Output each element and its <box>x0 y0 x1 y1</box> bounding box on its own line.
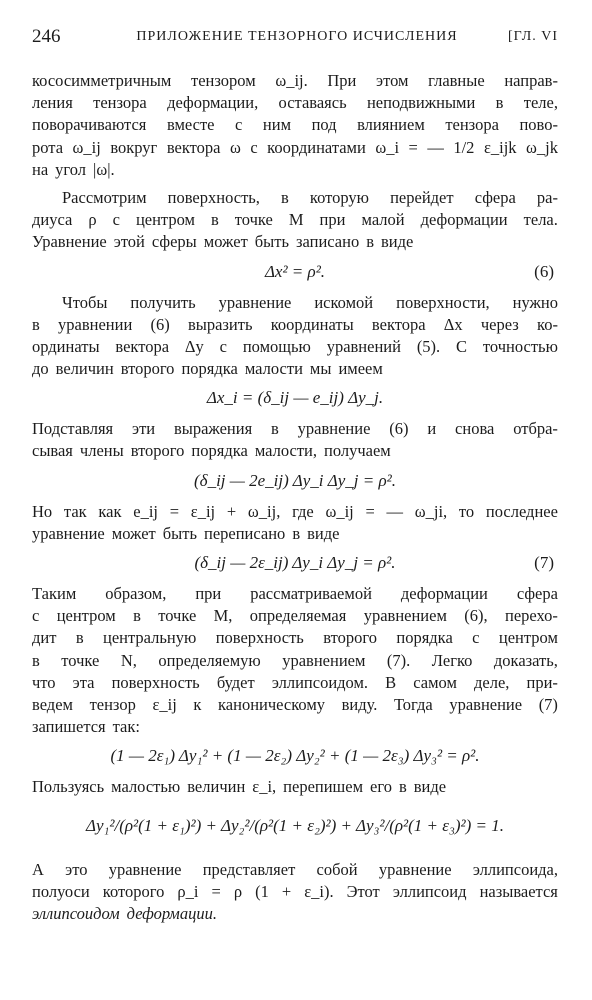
word: при <box>195 584 222 603</box>
text-line <box>32 336 558 358</box>
word: быть <box>254 232 289 252</box>
word: будет <box>216 672 255 692</box>
text-line <box>32 501 558 523</box>
word: Тогда <box>393 694 433 714</box>
word: ведем <box>32 694 73 714</box>
equation-number: (7) <box>534 553 554 572</box>
word: рота <box>32 137 64 157</box>
word: ω_jk <box>526 137 558 157</box>
word: уравнение <box>108 859 182 879</box>
page-body <box>32 70 558 925</box>
word: помощью <box>242 336 311 356</box>
text-line <box>32 650 558 672</box>
word: уравнение <box>449 694 523 714</box>
word: Этот <box>346 881 380 901</box>
word: вектора <box>166 137 221 157</box>
text-line <box>32 716 558 738</box>
word: малости, <box>254 441 318 461</box>
text-line <box>32 672 558 694</box>
equation-ellipsoid <box>32 801 558 853</box>
word: сферы <box>151 232 197 252</box>
word: ε_ij <box>190 501 216 521</box>
word: в <box>32 650 40 670</box>
word: которого <box>102 881 165 901</box>
word: ρ_i <box>177 881 199 901</box>
word: неподвижными <box>366 93 476 113</box>
word: сфера <box>516 584 558 603</box>
word: с <box>250 137 258 157</box>
formula: (1 — 2ε₁) Δy₁² + (1 — 2ε₂) Δy₂² + (1 — 2ε₃) Δy₃² = ρ². <box>110 746 480 766</box>
word: в <box>495 93 504 113</box>
word: ω_ij <box>325 501 354 521</box>
word: уравнений <box>326 336 401 356</box>
word: величин <box>187 777 246 797</box>
word: M, <box>213 606 233 626</box>
word: кососимметричным <box>32 71 172 90</box>
word: при <box>319 210 346 230</box>
word: Уравнение <box>32 232 107 252</box>
word: угол <box>55 159 87 179</box>
word: = <box>408 137 418 157</box>
word: тензором <box>191 71 256 90</box>
word: эллипсоид <box>392 881 467 901</box>
word: в <box>292 523 301 543</box>
word: в <box>398 777 407 797</box>
word: эти <box>131 419 156 439</box>
word: на <box>32 159 49 179</box>
word: Но <box>32 501 53 521</box>
word: виде <box>381 232 414 252</box>
word: ординаты <box>32 336 100 356</box>
word: уравнением <box>363 606 447 626</box>
word: деформации. <box>126 903 217 923</box>
text-line <box>32 70 558 92</box>
word: (6) <box>150 314 170 334</box>
word: ε_ijk <box>483 137 517 157</box>
word: ε_i, <box>252 777 277 797</box>
word: ω <box>229 137 241 157</box>
word: дит <box>32 628 57 648</box>
word: получить <box>130 292 196 312</box>
word: порядка <box>191 441 248 461</box>
word: — <box>386 501 404 521</box>
word: вектора <box>115 336 170 356</box>
word: к <box>193 694 202 714</box>
word: При <box>327 71 357 90</box>
word: где <box>292 501 314 521</box>
word: координатами <box>267 137 366 157</box>
word: уравнением <box>282 650 366 670</box>
word: виде <box>413 777 447 797</box>
word: с <box>32 606 40 626</box>
word: с <box>472 628 480 648</box>
text-line <box>32 159 558 181</box>
word: в <box>75 628 84 648</box>
word: его <box>370 777 392 797</box>
word: центральную <box>103 628 197 648</box>
word: эта <box>72 672 95 692</box>
word: так: <box>112 717 140 737</box>
word: переписано <box>203 523 286 543</box>
word: запишется <box>32 717 106 737</box>
text-line <box>32 694 558 716</box>
word: координаты <box>270 314 354 334</box>
word: Пользуясь <box>32 777 105 797</box>
word: через <box>480 314 519 334</box>
equation-canonical <box>32 741 558 771</box>
word: сывая <box>32 441 73 461</box>
word: в <box>133 606 141 626</box>
word: главные <box>428 71 485 90</box>
word: точке <box>234 210 273 230</box>
word: каноническому <box>218 694 326 714</box>
word: Таким <box>32 584 77 603</box>
word: (6), <box>464 606 488 626</box>
word: уравнение <box>32 523 105 543</box>
word: малостью <box>111 777 181 797</box>
word: N, <box>120 650 137 670</box>
word: вектора <box>371 314 426 334</box>
word: записано <box>296 232 360 252</box>
word: ε_ij <box>152 694 177 714</box>
word: Чтобы <box>62 292 108 312</box>
word: то <box>458 501 475 521</box>
word: уравнении <box>58 314 133 334</box>
word: в <box>281 187 289 207</box>
word: эллипсоидом <box>32 903 120 923</box>
word: ω_ij, <box>247 501 281 521</box>
word: перехо- <box>505 606 558 626</box>
word: диуса <box>32 210 73 230</box>
word: мы <box>309 359 332 379</box>
word: что <box>32 672 56 692</box>
word: поворачиваются <box>32 115 147 135</box>
word: А <box>32 859 44 879</box>
word: в <box>210 210 219 230</box>
word: малости <box>244 359 303 379</box>
word: в <box>32 314 40 334</box>
word: центром <box>56 606 116 626</box>
word: (7) <box>538 694 558 714</box>
equation-number: (6) <box>534 261 554 281</box>
text-line <box>32 358 558 380</box>
word: ним <box>262 115 292 135</box>
word: может <box>203 232 248 252</box>
text-line <box>32 523 558 545</box>
text-line <box>32 92 558 114</box>
text-line <box>32 187 558 209</box>
word: деформации <box>420 210 508 230</box>
word: перейдет <box>390 187 454 207</box>
word: в <box>366 232 375 252</box>
word: под <box>311 115 337 135</box>
word: полуоси <box>32 881 90 901</box>
word: при- <box>526 672 558 692</box>
word: оставаясь <box>278 93 347 113</box>
text-line <box>32 776 558 798</box>
word: второго <box>323 628 377 648</box>
word: которую <box>309 187 369 207</box>
word: малой <box>361 210 405 230</box>
word: отбра- <box>513 419 558 439</box>
word: определяемую <box>158 650 261 670</box>
equation-7 <box>32 548 558 578</box>
word: e_ij <box>133 501 158 521</box>
word: это <box>65 859 88 879</box>
word: точке <box>61 650 100 670</box>
word: Подставляя <box>32 419 114 439</box>
word: M <box>288 210 304 230</box>
word: ра- <box>536 187 558 207</box>
word: Δx <box>443 314 463 334</box>
word: снова <box>455 419 495 439</box>
word: как <box>98 501 122 521</box>
text-line <box>32 605 558 627</box>
word: центром <box>135 210 195 230</box>
word: искомой <box>314 292 374 312</box>
text-line <box>32 137 558 159</box>
word: ρ <box>233 881 243 901</box>
formula: Δy₁²/(ρ²(1 + ε₁)²) + Δy₂²/(ρ²(1 + ε₂)²) + Δy₃²/(ρ²(1 + ε₃)²) = 1. <box>85 815 505 835</box>
chapter-label: [ГЛ. VI <box>508 29 558 44</box>
page-header <box>32 26 558 50</box>
word: пово- <box>519 115 558 135</box>
running-title: ПРИЛОЖЕНИЕ ТЕНЗОРНОГО ИСЧИСЛЕНИЯ <box>136 29 458 44</box>
word: виде <box>307 523 340 543</box>
word: этой <box>113 232 145 252</box>
word: нужно <box>512 292 558 312</box>
word: В <box>385 672 397 692</box>
word: виду. <box>341 694 378 714</box>
word: тензора <box>445 115 499 135</box>
word: точностью <box>482 336 558 356</box>
word: ω_ij <box>72 137 101 157</box>
word: = <box>211 881 221 901</box>
word: второго <box>130 441 185 461</box>
word: + <box>281 881 292 901</box>
word: ω_i <box>375 137 400 157</box>
word: в <box>271 419 279 439</box>
word: теле, <box>523 93 558 113</box>
word: + <box>226 501 237 521</box>
word: |ω|. <box>93 159 115 179</box>
text-line <box>32 903 558 925</box>
word: с <box>112 210 120 230</box>
formula: (δ_ij — 2ε_ij) Δy_i Δy_j = ρ². <box>194 553 396 572</box>
word: порядка <box>396 628 453 648</box>
word: величин <box>55 359 114 379</box>
word: (6) <box>389 419 409 439</box>
word: выразить <box>187 314 253 334</box>
word: ко- <box>537 314 558 334</box>
equation-substituted <box>32 466 558 496</box>
word: порядка <box>181 359 238 379</box>
word: сфера <box>474 187 516 207</box>
word: поверхности, <box>396 292 490 312</box>
word: = <box>169 501 180 521</box>
word: эллипсоидом. <box>271 672 369 692</box>
word: влиянием <box>357 115 425 135</box>
word: и <box>427 419 437 439</box>
word: выражения <box>173 419 253 439</box>
word: точке <box>158 606 197 626</box>
formula: (δ_ij — 2e_ij) Δy_i Δy_j = ρ². <box>194 470 396 490</box>
word: деформации, <box>167 93 259 113</box>
word: так <box>63 501 87 521</box>
word: ρ <box>88 210 97 230</box>
word: тензора <box>93 93 147 113</box>
formula: Δx² = ρ². <box>264 261 326 281</box>
word: деформации <box>400 584 488 603</box>
word: имеем <box>338 359 383 379</box>
word: ω_ji, <box>414 501 448 521</box>
word: поверхность <box>111 672 200 692</box>
text-line <box>32 292 558 314</box>
word: тела. <box>523 210 558 230</box>
word: образом, <box>105 584 167 603</box>
word: получаем <box>324 441 391 461</box>
word: может <box>111 523 156 543</box>
word: Δy <box>184 336 204 356</box>
text-line <box>32 314 558 336</box>
page-number: 246 <box>32 26 61 47</box>
word: представляет <box>202 859 296 879</box>
word: Рассмотрим <box>62 187 147 207</box>
word: ω_ij. <box>275 71 308 90</box>
text-line <box>32 114 558 136</box>
word: тензор <box>89 694 136 714</box>
word: (5). <box>416 336 441 356</box>
word: уравнение <box>218 292 292 312</box>
word: ления <box>32 93 73 113</box>
word: вместе <box>166 115 215 135</box>
word: быть <box>162 523 197 543</box>
word: центром <box>498 628 558 648</box>
word: С <box>456 336 468 356</box>
word: направ- <box>504 71 558 90</box>
word: — <box>427 137 444 157</box>
word: поверхность, <box>167 187 260 207</box>
text-line <box>32 231 558 253</box>
word: с <box>235 115 243 135</box>
word: 1/2 <box>453 137 475 157</box>
word: собой <box>316 859 358 879</box>
word: (1 <box>255 881 269 901</box>
text-line <box>32 859 558 881</box>
word: = <box>365 501 375 521</box>
text-line <box>32 583 558 605</box>
word: этом <box>376 71 409 90</box>
word: доказать, <box>493 650 558 670</box>
word: ε_i). <box>304 881 334 901</box>
text-line <box>32 209 558 231</box>
word: уравнение <box>378 859 452 879</box>
word: (7). <box>386 650 411 670</box>
text-line <box>32 881 558 903</box>
word: рассматриваемой <box>250 584 372 603</box>
word: второго <box>120 359 175 379</box>
text-line <box>32 440 558 462</box>
word: называется <box>479 881 558 901</box>
text-line <box>32 418 558 440</box>
word: последнее <box>485 501 558 521</box>
word: до <box>32 359 49 379</box>
text-line <box>32 627 558 649</box>
word: с <box>219 336 227 356</box>
word: деле, <box>474 672 510 692</box>
word: поверхность <box>215 628 304 648</box>
word: Легко <box>431 650 473 670</box>
word: эллипсоида, <box>472 859 558 879</box>
word: перепишем <box>283 777 364 797</box>
equation-6 <box>32 257 558 287</box>
word: определяемая <box>249 606 347 626</box>
formula: Δx_i = (δ_ij — e_ij) Δy_j. <box>206 388 384 408</box>
equation-dx <box>32 383 558 413</box>
word: вокруг <box>110 137 158 157</box>
word: уравнение <box>297 419 371 439</box>
word: самом <box>413 672 457 692</box>
word: члены <box>79 441 124 461</box>
